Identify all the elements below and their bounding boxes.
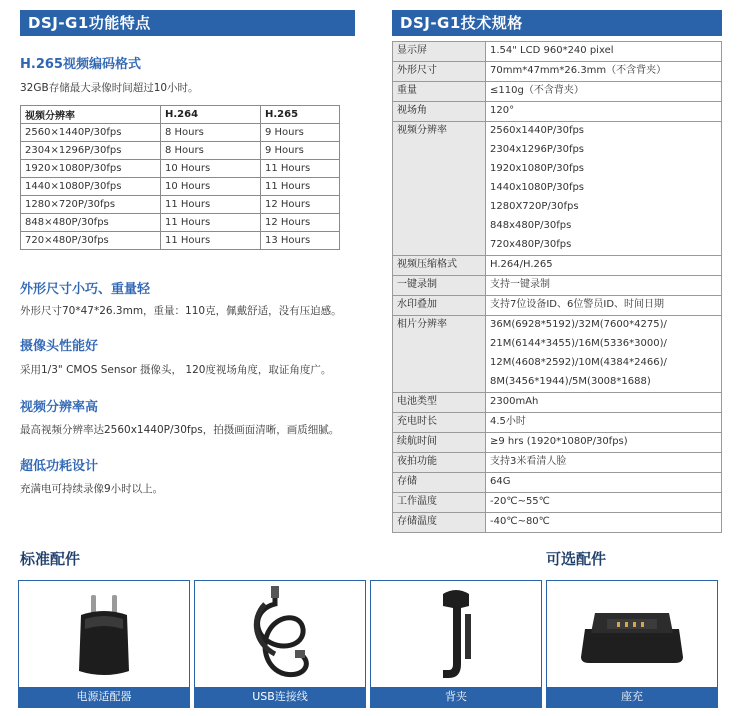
spec-label-text: 存储温度 — [397, 516, 437, 527]
spec-label-text: 工作温度 — [397, 496, 437, 507]
charging-dock-icon — [577, 599, 687, 669]
format-table-row — [21, 196, 340, 214]
format-table — [20, 105, 340, 250]
format-table-cell: 1440×1080P/30fps — [21, 178, 161, 196]
spec-label-text: 充电时长 — [397, 416, 437, 427]
spec-value-line: 1440x1080P/30fps — [490, 182, 585, 193]
spec-label — [393, 393, 486, 413]
spec-value-line: 2560x1440P/30fps — [490, 125, 585, 136]
spec-value — [486, 276, 722, 296]
spec-value-line: 4.5小时 — [490, 416, 526, 427]
spec-value — [486, 433, 722, 453]
format-heading: H.265视频编码格式 — [20, 57, 141, 72]
feature-text-size: 外形尺寸70*47*26.3mm，重量：110克，佩戴舒适，没有压迫感。 — [20, 305, 342, 317]
features-banner: DSJ-G1功能特点 — [20, 10, 355, 36]
spec-value-line: 支持一键录制 — [490, 279, 550, 290]
spec-value — [486, 82, 722, 102]
format-col-resolution: 视频分辨率 — [21, 106, 161, 124]
spec-value-line: 21M(6144*3455)/16M(5336*3000)/ — [490, 338, 667, 349]
format-table-cell: 8 Hours — [161, 124, 261, 142]
spec-value — [486, 296, 722, 316]
usb-cable-icon — [235, 584, 325, 684]
feature-title-resolution: 视频分辨率高 — [20, 400, 99, 415]
format-table-cell: 13 Hours — [261, 232, 340, 250]
format-table-cell: 12 Hours — [261, 214, 340, 232]
spec-value-line: 64G — [490, 476, 511, 487]
format-table-cell: 1280×720P/30fps — [21, 196, 161, 214]
format-note: 32GB存储最大录像时间超过10小时。 — [20, 82, 199, 94]
format-table-cell: 2304×1296P/30fps — [21, 142, 161, 160]
spec-value — [486, 393, 722, 413]
spec-label-text: 视频分辨率 — [397, 125, 447, 136]
spec-label-text: 夜拍功能 — [397, 456, 437, 467]
spec-row — [393, 473, 722, 493]
spec-row — [393, 513, 722, 533]
format-table-row — [21, 232, 340, 250]
spec-value — [486, 42, 722, 62]
spec-value-line: -40℃~80℃ — [490, 516, 550, 527]
spec-label — [393, 493, 486, 513]
spec-row — [393, 82, 722, 102]
format-table-cell: 2560×1440P/30fps — [21, 124, 161, 142]
spec-label — [393, 276, 486, 296]
spec-row — [393, 62, 722, 82]
format-table-cell: 11 Hours — [161, 214, 261, 232]
spec-value — [486, 122, 722, 256]
format-table-cell: 10 Hours — [161, 160, 261, 178]
feature-title-power: 超低功耗设计 — [20, 459, 99, 474]
spec-label-text: 相片分辨率 — [397, 319, 447, 330]
spec-label — [393, 62, 486, 82]
format-table-cell: 9 Hours — [261, 142, 340, 160]
spec-label — [393, 256, 486, 276]
spec-row — [393, 393, 722, 413]
spec-row — [393, 42, 722, 62]
spec-label — [393, 82, 486, 102]
spec-label — [393, 453, 486, 473]
spec-row — [393, 316, 722, 393]
spec-value — [486, 513, 722, 533]
spec-row — [393, 256, 722, 276]
spec-label — [393, 433, 486, 453]
spec-value — [486, 102, 722, 122]
spec-label-text: 一键录制 — [397, 279, 437, 290]
feature-title-camera: 摄像头性能好 — [20, 339, 99, 354]
spec-value-line: 支持7位设备ID、6位警员ID、时间日期 — [490, 299, 665, 310]
spec-value-line: 8M(3456*1944)/5M(3008*1688) — [490, 376, 651, 387]
spec-label-text: 显示屏 — [397, 45, 427, 56]
accessory-name-usb: USB连接线 — [195, 687, 365, 707]
spec-value-line: 1920x1080P/30fps — [490, 163, 585, 174]
spec-value — [486, 493, 722, 513]
spec-value-line: 支持3米看清人脸 — [490, 456, 567, 467]
spec-value-line: ≥9 hrs (1920*1080P/30fps) — [490, 436, 628, 447]
format-table-cell: 9 Hours — [261, 124, 340, 142]
spec-value — [486, 256, 722, 276]
spec-value-line: 2300mAh — [490, 396, 539, 407]
spec-value — [486, 62, 722, 82]
spec-value — [486, 473, 722, 493]
format-table-cell: 12 Hours — [261, 196, 340, 214]
accessory-card-usb — [194, 580, 366, 708]
feature-text-resolution: 最高视频分辨率达2560x1440P/30fps，拍摄画面清晰，画质细腻。 — [20, 424, 340, 436]
spec-label-text: 存储 — [397, 476, 417, 487]
spec-value-line: 120° — [490, 105, 515, 116]
format-table-cell: 10 Hours — [161, 178, 261, 196]
feature-title-size: 外形尺寸小巧、重量轻 — [20, 282, 151, 297]
spec-row — [393, 102, 722, 122]
format-table-cell: 11 Hours — [261, 178, 340, 196]
spec-label-text: 视场角 — [397, 105, 427, 116]
spec-label — [393, 316, 486, 393]
spec-label-text: 电池类型 — [397, 396, 437, 407]
format-table-row — [21, 160, 340, 178]
optional-accessories-title: 可选配件 — [546, 550, 607, 568]
format-table-cell: 848×480P/30fps — [21, 214, 161, 232]
spec-label — [393, 122, 486, 256]
accessory-card-dock — [546, 580, 718, 708]
accessory-card-clip — [370, 580, 542, 708]
spec-label — [393, 42, 486, 62]
spec-value-line: 720x480P/30fps — [490, 239, 572, 250]
back-clip-icon — [421, 584, 491, 684]
spec-value-line: H.264/H.265 — [490, 259, 553, 270]
spec-label-text: 外形尺寸 — [397, 65, 437, 76]
spec-label-text: 续航时间 — [397, 436, 437, 447]
format-table-cell: 1920×1080P/30fps — [21, 160, 161, 178]
format-col-h265: H.265 — [261, 106, 340, 124]
power-adapter-icon — [69, 589, 139, 679]
spec-label — [393, 473, 486, 493]
accessory-name-adapter: 电源适配器 — [19, 687, 189, 707]
spec-value — [486, 453, 722, 473]
spec-row — [393, 433, 722, 453]
specs-banner: DSJ-G1技术规格 — [392, 10, 722, 36]
spec-value-line: 2304x1296P/30fps — [490, 144, 585, 155]
format-table-header — [21, 106, 340, 124]
format-table-cell: 11 Hours — [161, 232, 261, 250]
feature-text-camera: 采用1/3" CMOS Sensor 摄像头， 120度视场角度，取证角度广。 — [20, 364, 332, 376]
format-table-cell: 720×480P/30fps — [21, 232, 161, 250]
spec-label — [393, 102, 486, 122]
format-table-cell: 8 Hours — [161, 142, 261, 160]
spec-value-line: -20℃~55℃ — [490, 496, 550, 507]
spec-value-line: 1280X720P/30fps — [490, 201, 579, 212]
accessory-card-adapter — [18, 580, 190, 708]
spec-label — [393, 413, 486, 433]
spec-value-line: 12M(4608*2592)/10M(4384*2466)/ — [490, 357, 667, 368]
accessory-name-clip: 背夹 — [371, 687, 541, 707]
spec-label — [393, 513, 486, 533]
spec-value-line: 36M(6928*5192)/32M(7600*4275)/ — [490, 319, 667, 330]
spec-label-text: 水印叠加 — [397, 299, 437, 310]
spec-row — [393, 413, 722, 433]
spec-table — [392, 41, 722, 533]
accessory-name-dock: 座充 — [547, 687, 717, 707]
standard-accessories-title: 标准配件 — [20, 550, 81, 568]
spec-row — [393, 276, 722, 296]
spec-value-line: 848x480P/30fps — [490, 220, 572, 231]
spec-label-text: 视频压缩格式 — [397, 259, 457, 270]
spec-label — [393, 296, 486, 316]
spec-row — [393, 122, 722, 256]
format-table-cell: 11 Hours — [261, 160, 340, 178]
format-table-row — [21, 124, 340, 142]
feature-text-power: 充满电可持续录像9小时以上。 — [20, 483, 164, 495]
format-table-row — [21, 178, 340, 196]
spec-value-line: ≤110g（不含背夹） — [490, 85, 584, 96]
spec-value-line: 70mm*47mm*26.3mm（不含背夹） — [490, 65, 667, 76]
spec-row — [393, 453, 722, 473]
spec-value — [486, 316, 722, 393]
format-table-row — [21, 214, 340, 232]
format-table-cell: 11 Hours — [161, 196, 261, 214]
spec-row — [393, 493, 722, 513]
spec-value — [486, 413, 722, 433]
format-col-h264: H.264 — [161, 106, 261, 124]
spec-label-text: 重量 — [397, 85, 417, 96]
format-table-row — [21, 142, 340, 160]
spec-row — [393, 296, 722, 316]
spec-value-line: 1.54" LCD 960*240 pixel — [490, 45, 614, 56]
